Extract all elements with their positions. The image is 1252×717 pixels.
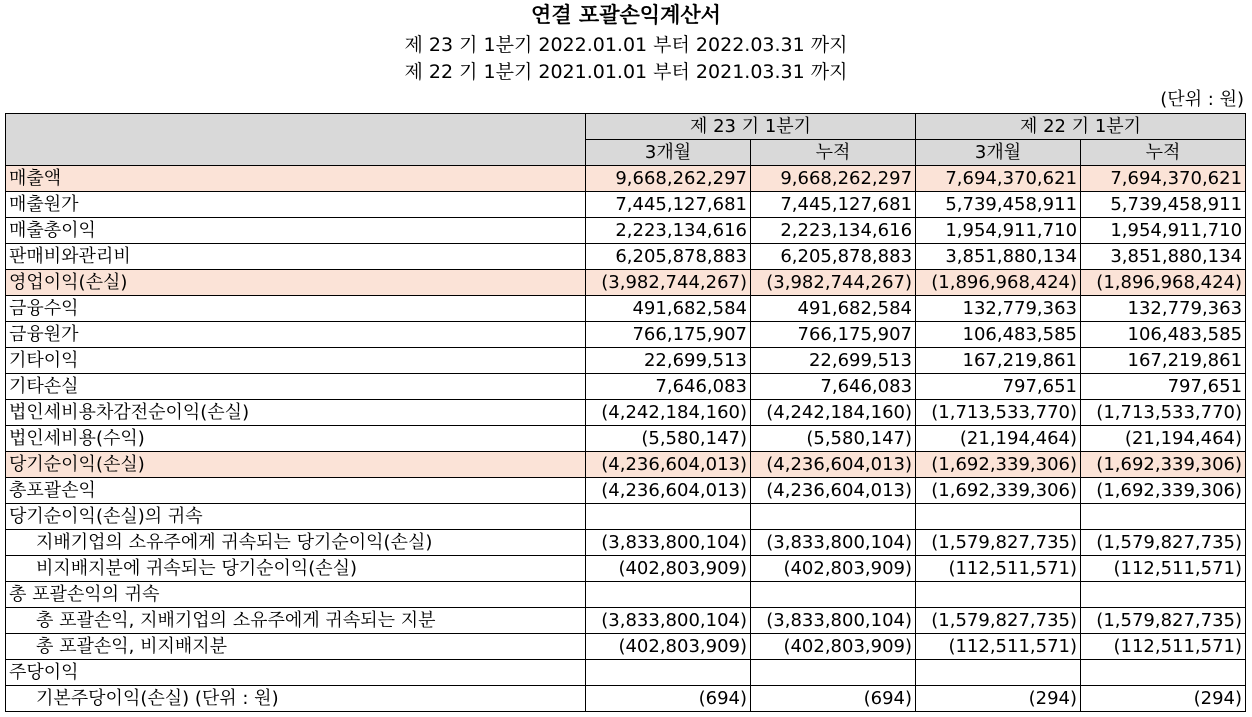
account-label: 지배기업의 소유주에게 귀속되는 당기순이익(손실)	[6, 530, 586, 556]
value-current-3m: (3,982,744,267)	[586, 270, 751, 296]
group-header-prior: 제 22 기 1분기	[916, 114, 1246, 140]
value-current-3m: 7,646,083	[586, 374, 751, 400]
value-prior-cumulative: (1,692,339,306)	[1081, 452, 1246, 478]
value-current-cumulative: (4,242,184,160)	[751, 400, 916, 426]
value-prior-3m: 132,779,363	[916, 296, 1081, 322]
value-current-3m: (5,580,147)	[586, 426, 751, 452]
account-label: 금융원가	[6, 322, 586, 348]
value-prior-3m: (21,194,464)	[916, 426, 1081, 452]
value-current-3m: (3,833,800,104)	[586, 608, 751, 634]
value-prior-3m: 106,483,585	[916, 322, 1081, 348]
value-current-cumulative: 9,668,262,297	[751, 166, 916, 192]
value-current-3m: 491,682,584	[586, 296, 751, 322]
value-prior-cumulative	[1081, 660, 1246, 686]
subheader-prior-cumulative: 누적	[1081, 140, 1246, 166]
value-current-3m: (4,236,604,013)	[586, 452, 751, 478]
value-prior-cumulative: 167,219,861	[1081, 348, 1246, 374]
value-prior-3m	[916, 582, 1081, 608]
table-row	[6, 322, 1246, 348]
value-prior-3m: 1,954,911,710	[916, 218, 1081, 244]
value-prior-cumulative: 5,739,458,911	[1081, 192, 1246, 218]
value-current-3m: (3,833,800,104)	[586, 530, 751, 556]
account-label: 기타이익	[6, 348, 586, 374]
table-row	[6, 634, 1246, 660]
value-current-cumulative: 7,445,127,681	[751, 192, 916, 218]
value-prior-3m: (294)	[916, 686, 1081, 712]
table-row	[6, 348, 1246, 374]
income-statement-table	[5, 113, 1246, 712]
value-current-cumulative: (402,803,909)	[751, 634, 916, 660]
value-prior-cumulative: 132,779,363	[1081, 296, 1246, 322]
value-current-3m: (402,803,909)	[586, 634, 751, 660]
value-prior-cumulative: 7,694,370,621	[1081, 166, 1246, 192]
value-prior-cumulative: (112,511,571)	[1081, 634, 1246, 660]
table-row	[6, 244, 1246, 270]
value-current-cumulative: (4,236,604,013)	[751, 478, 916, 504]
table-row	[6, 218, 1246, 244]
table-row	[6, 374, 1246, 400]
value-prior-3m: (1,579,827,735)	[916, 530, 1081, 556]
table-row	[6, 530, 1246, 556]
value-prior-cumulative: (1,579,827,735)	[1081, 608, 1246, 634]
subheader-current-3m: 3개월	[586, 140, 751, 166]
value-prior-3m	[916, 504, 1081, 530]
period-prior: 제 22 기 1분기 2021.01.01 부터 2021.03.31 까지	[404, 61, 848, 83]
account-label: 당기순이익(손실)	[6, 452, 586, 478]
value-current-cumulative: (694)	[751, 686, 916, 712]
value-current-cumulative: 491,682,584	[751, 296, 916, 322]
value-prior-cumulative: 797,651	[1081, 374, 1246, 400]
value-current-cumulative: 6,205,878,883	[751, 244, 916, 270]
value-current-cumulative: (5,580,147)	[751, 426, 916, 452]
value-prior-3m: 167,219,861	[916, 348, 1081, 374]
value-prior-cumulative: (21,194,464)	[1081, 426, 1246, 452]
value-prior-3m: 7,694,370,621	[916, 166, 1081, 192]
table-header	[6, 114, 1246, 166]
account-label: 당기순이익(손실)의 귀속	[6, 504, 586, 530]
account-label: 매출액	[6, 166, 586, 192]
table-row	[6, 270, 1246, 296]
value-current-3m: (694)	[586, 686, 751, 712]
value-prior-3m: (1,713,533,770)	[916, 400, 1081, 426]
account-label: 금융수익	[6, 296, 586, 322]
value-current-3m: (4,242,184,160)	[586, 400, 751, 426]
account-label: 기타손실	[6, 374, 586, 400]
account-header-cell	[6, 114, 586, 166]
value-prior-3m: (1,692,339,306)	[916, 478, 1081, 504]
account-label: 비지배지분에 귀속되는 당기순이익(손실)	[6, 556, 586, 582]
group-header-current: 제 23 기 1분기	[586, 114, 916, 140]
table-row	[6, 556, 1246, 582]
value-current-3m: 766,175,907	[586, 322, 751, 348]
value-current-3m: 9,668,262,297	[586, 166, 751, 192]
account-label: 총 포괄손익의 귀속	[6, 582, 586, 608]
value-prior-3m: 797,651	[916, 374, 1081, 400]
value-prior-3m: 5,739,458,911	[916, 192, 1081, 218]
value-prior-cumulative	[1081, 582, 1246, 608]
value-prior-3m	[916, 660, 1081, 686]
value-current-3m: 6,205,878,883	[586, 244, 751, 270]
value-current-cumulative: 7,646,083	[751, 374, 916, 400]
table-row	[6, 582, 1246, 608]
value-prior-3m: (1,896,968,424)	[916, 270, 1081, 296]
account-label: 총포괄손익	[6, 478, 586, 504]
account-label: 총 포괄손익, 지배기업의 소유주에게 귀속되는 지분	[6, 608, 586, 634]
account-label: 영업이익(손실)	[6, 270, 586, 296]
value-prior-3m: (112,511,571)	[916, 556, 1081, 582]
value-current-3m	[586, 660, 751, 686]
table-row	[6, 504, 1246, 530]
table-row	[6, 608, 1246, 634]
value-current-3m: (402,803,909)	[586, 556, 751, 582]
value-current-3m	[586, 504, 751, 530]
period-current: 제 23 기 1분기 2022.01.01 부터 2022.03.31 까지	[404, 34, 848, 56]
table-row	[6, 686, 1246, 712]
value-prior-cumulative: (112,511,571)	[1081, 556, 1246, 582]
value-prior-3m: (1,579,827,735)	[916, 608, 1081, 634]
value-prior-cumulative: (294)	[1081, 686, 1246, 712]
table-body	[6, 166, 1246, 712]
table-row	[6, 452, 1246, 478]
unit-label: (단위 : 원)	[1160, 89, 1244, 110]
table-row	[6, 400, 1246, 426]
value-prior-cumulative: (1,896,968,424)	[1081, 270, 1246, 296]
value-prior-3m: (1,692,339,306)	[916, 452, 1081, 478]
table-row	[6, 192, 1246, 218]
value-current-cumulative	[751, 504, 916, 530]
value-current-cumulative: (3,833,800,104)	[751, 530, 916, 556]
value-current-cumulative: (3,833,800,104)	[751, 608, 916, 634]
value-prior-cumulative	[1081, 504, 1246, 530]
value-current-3m: (4,236,604,013)	[586, 478, 751, 504]
value-current-cumulative	[751, 582, 916, 608]
value-current-3m: 2,223,134,616	[586, 218, 751, 244]
value-prior-3m: (112,511,571)	[916, 634, 1081, 660]
table-row	[6, 296, 1246, 322]
subheader-prior-3m: 3개월	[916, 140, 1081, 166]
table-row	[6, 478, 1246, 504]
account-label: 총 포괄손익, 비지배지분	[6, 634, 586, 660]
table-row	[6, 426, 1246, 452]
account-label: 매출총이익	[6, 218, 586, 244]
value-current-3m	[586, 582, 751, 608]
value-prior-cumulative: 3,851,880,134	[1081, 244, 1246, 270]
value-current-3m: 7,445,127,681	[586, 192, 751, 218]
value-prior-3m: 3,851,880,134	[916, 244, 1081, 270]
value-current-cumulative: (3,982,744,267)	[751, 270, 916, 296]
account-label: 법인세비용(수익)	[6, 426, 586, 452]
value-current-3m: 22,699,513	[586, 348, 751, 374]
value-current-cumulative: 22,699,513	[751, 348, 916, 374]
value-current-cumulative: (402,803,909)	[751, 556, 916, 582]
value-current-cumulative: 766,175,907	[751, 322, 916, 348]
value-prior-cumulative: (1,713,533,770)	[1081, 400, 1246, 426]
account-label: 매출원가	[6, 192, 586, 218]
value-current-cumulative: (4,236,604,013)	[751, 452, 916, 478]
statement-title: 연결 포괄손익계산서	[531, 3, 721, 27]
table-row	[6, 660, 1246, 686]
value-current-cumulative: 2,223,134,616	[751, 218, 916, 244]
table-row	[6, 166, 1246, 192]
value-prior-cumulative: 1,954,911,710	[1081, 218, 1246, 244]
value-prior-cumulative: 106,483,585	[1081, 322, 1246, 348]
value-prior-cumulative: (1,579,827,735)	[1081, 530, 1246, 556]
value-prior-cumulative: (1,692,339,306)	[1081, 478, 1246, 504]
subheader-current-cumulative: 누적	[751, 140, 916, 166]
account-label: 기본주당이익(손실) (단위 : 원)	[6, 686, 586, 712]
account-label: 법인세비용차감전순이익(손실)	[6, 400, 586, 426]
account-label: 주당이익	[6, 660, 586, 686]
value-current-cumulative	[751, 660, 916, 686]
account-label: 판매비와관리비	[6, 244, 586, 270]
